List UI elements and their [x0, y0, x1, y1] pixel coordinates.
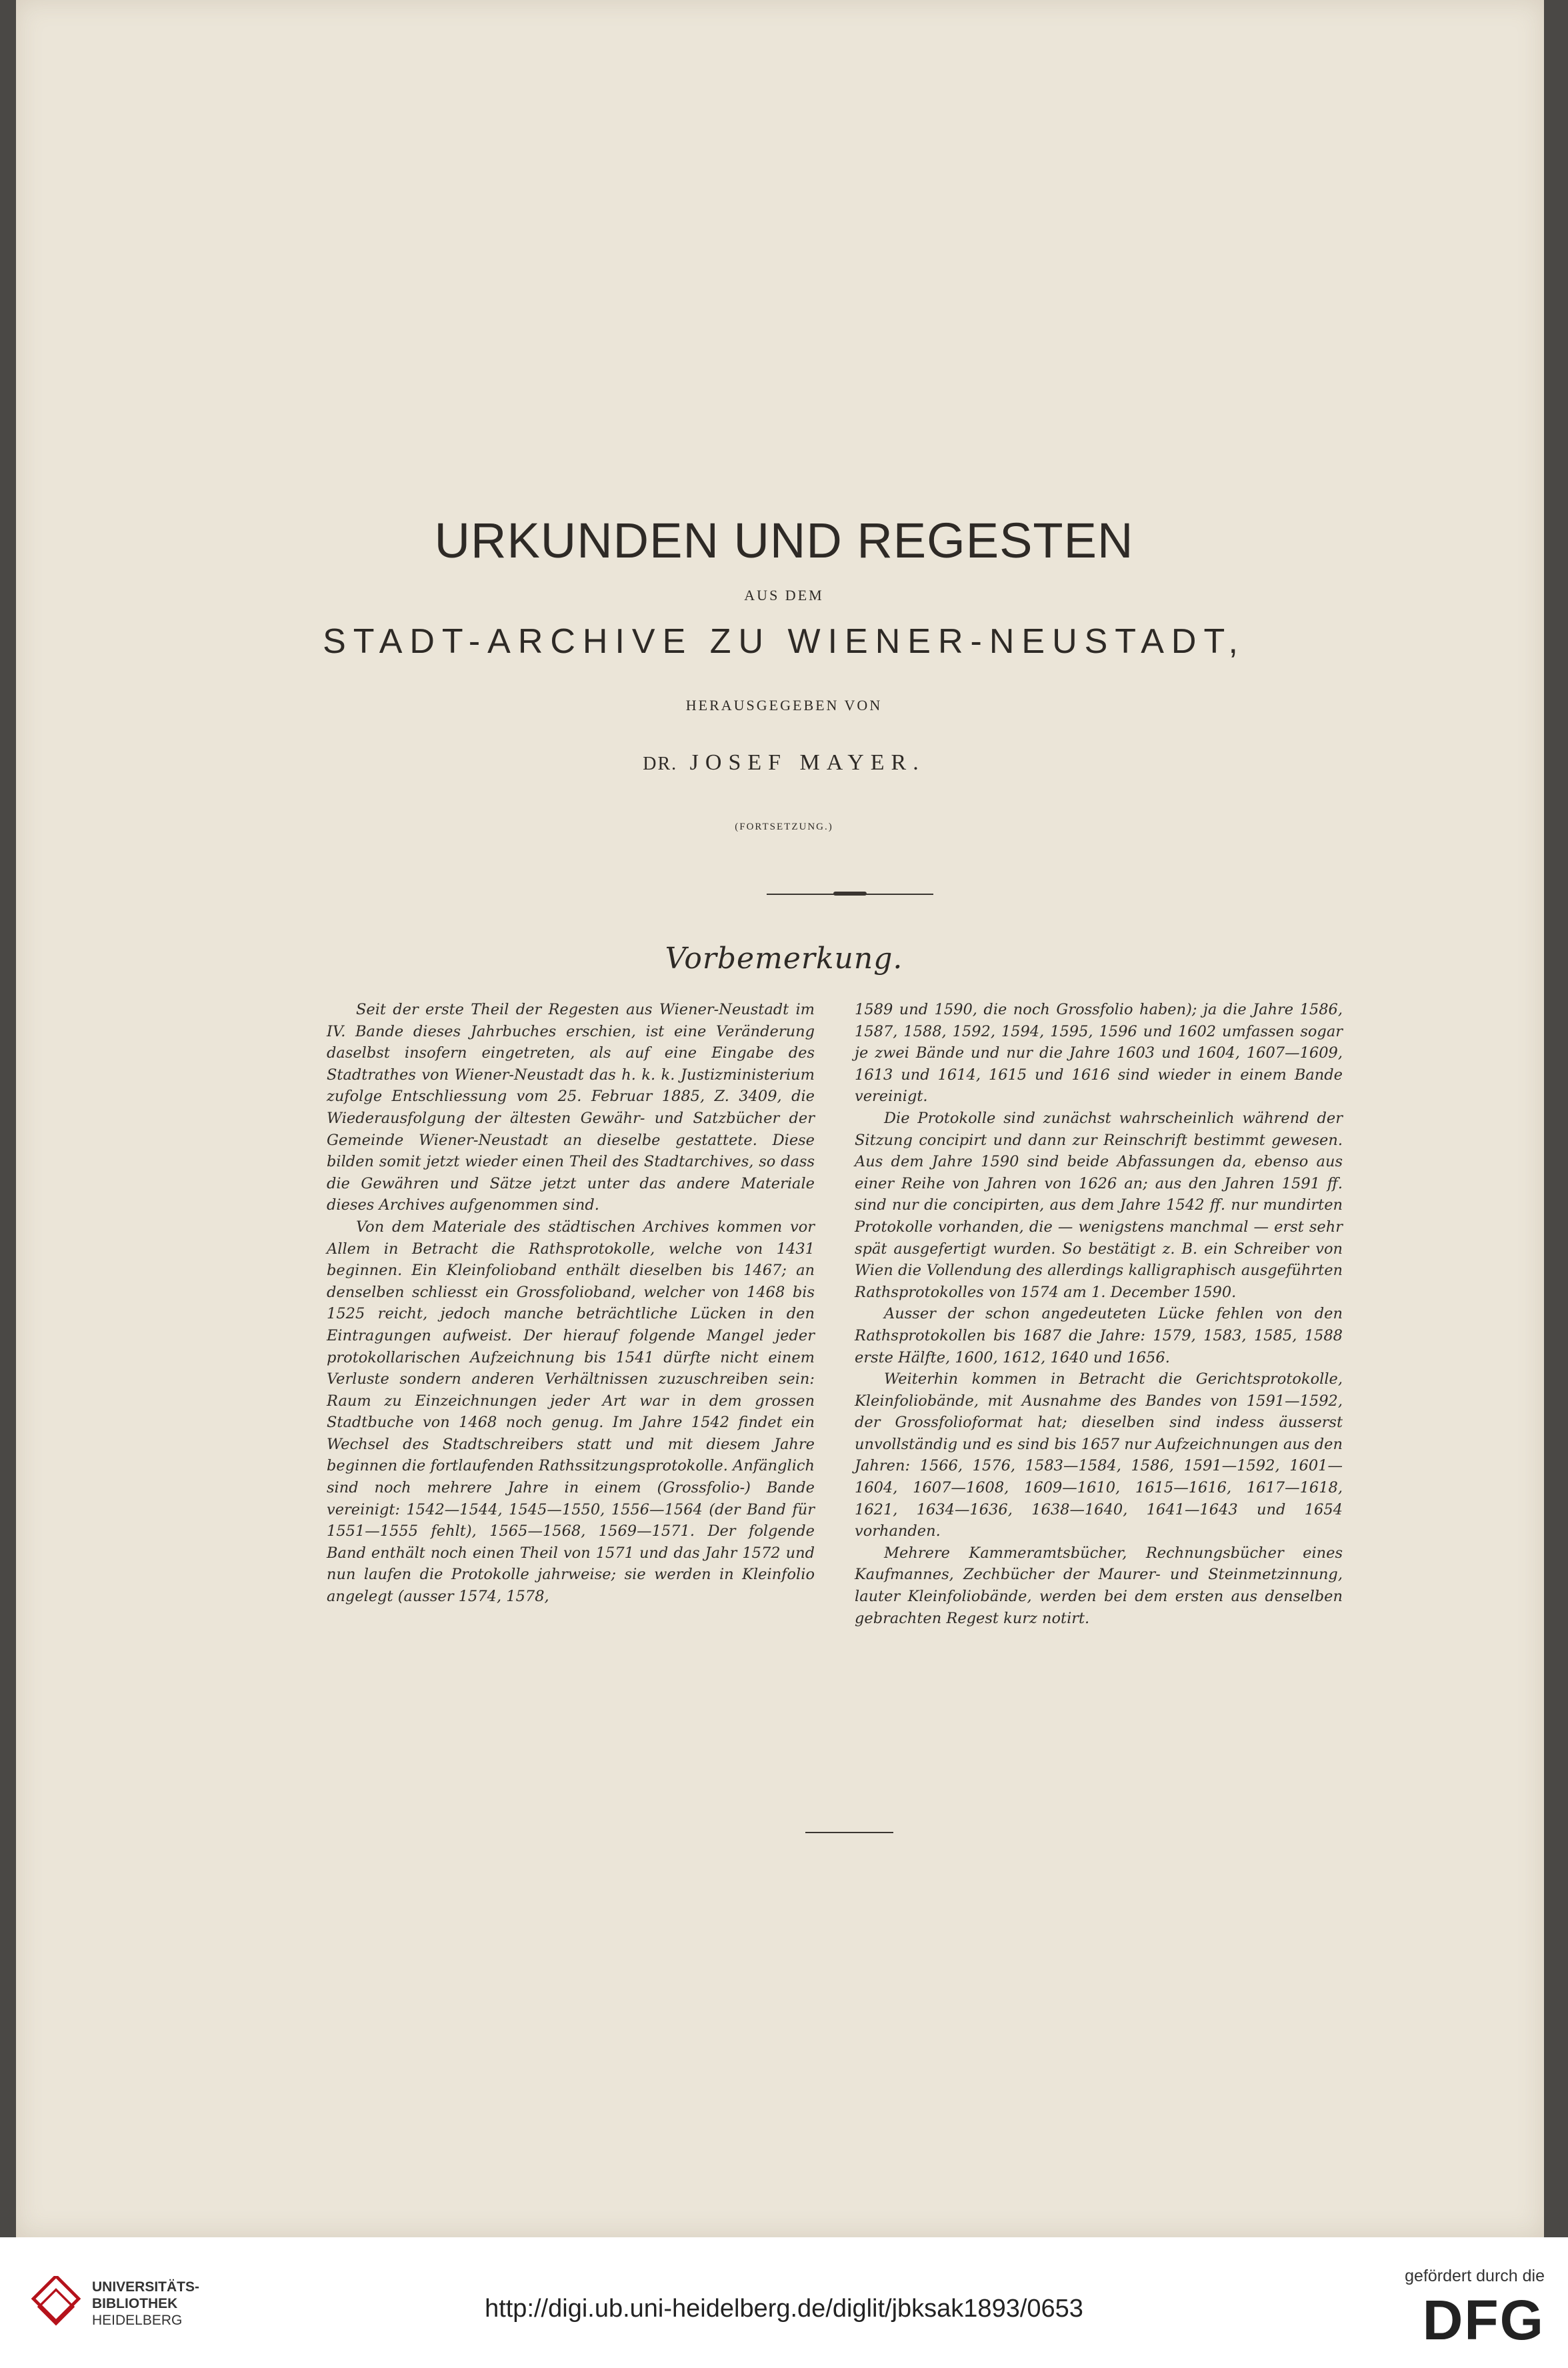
paragraph: Von dem Materiale des städtischen Archives kommen vor Allem in Betracht die Rathsprotokolle, welche von 1431 beginnen. Ein Kleinfolioband enthält dieselben bis 1467; an denselben schliesst ein Grossfolioband, welcher von 1468 bis 1525 reicht, jedoch manche beträchtliche Lücken in den Eintragungen aufweist. Der hierauf folgende Mangel jeder protokollarischen Aufzeichnung bis 1541 dürfte nicht einem Verluste sondern anderen Verhältnissen zuzuschreiben sein: Raum zu Einzeichnungen jeder Art war in dem grossen Stadtbuche von 1468 noch genug. Im Jahre 1542 findet ein Wechsel des Stadtschreibers statt und mit diesem Jahre beginnen die fortlaufenden Rathssitzungsprotokolle. Anfänglich sind noch mehrere Jahre in einem (Grossfolio-) Bande vereinigt: 1542—1544, 1545—1550, 1556—1564 (der Band für 1551—1555 fehlt), 1565—1568, 1569—1571. Der folgende Band enthält noch einen Theil von 1571 und das Jahr 1572 und nun laufen die Protokolle jahrweise; sie werden in Kleinfolio angelegt (ausser 1574, 1578, [327, 1218, 815, 1606]
paragraph: Mehrere Kammeramtsbücher, Rechnungsbücher eines Kaufmannes, Zechbücher der Maurer- und Steinmetzinnung, lauter Kleinfoliobände, werden bei dem ersten aus denselben gebrachten Regest kurz notirt. [855, 1544, 1343, 1627]
permalink-url[interactable]: http://digi.ub.uni-heidelberg.de/diglit/jbksak1893/0653 [485, 2295, 1083, 2323]
paragraph: 1589 und 1590, die noch Grossfolio haben); ja die Jahre 1586, 1587, 1588, 1592, 1594, 1595, 1596 und 1602 umfassen sogar je zwei Bände und nur die Jahre 1603 und 1604, 1607—1609, 1613 und 1614, 1615 und 1616 sind wieder in einem Bande vereinigt. [855, 1001, 1343, 1106]
paragraph: Ausser der schon angedeuteten Lücke fehlen von den Rathsprotokollen bis 1687 die Jahre: 1579, 1583, 1585, 1588 erste Hälfte, 1600, 1612, 1640 und 1656. [855, 1305, 1343, 1366]
author-name: JOSEF MAYER. [689, 750, 925, 775]
ornament-divider [767, 894, 933, 895]
library-name-line: UNIVERSITÄTS- [92, 2279, 200, 2295]
text-column-left [327, 999, 815, 1608]
dfg-logo: DFG [1422, 2289, 1545, 2351]
text-column-right [855, 999, 1343, 1629]
footer-bar [0, 2237, 1568, 2368]
paragraph: Weiterhin kommen in Betracht die Gerichtsprotokolle, Kleinfoliobände, mit Ausnahme des Bandes von 1591—1592, der Grossfolioformat hat; dieselben sind indess äusserst unvollständig und es sind bis 1657 nur Aufzeichnungen aus den Jahren: 1566, 1576, 1583—1584, 1586, 1591—1592, 1601—1604, 1607—1608, 1609—1610, 1615—1616, 1617—1618, 1621, 1634—1636, 1638—1640, 1641—1643 und 1654 vorhanden. [855, 1370, 1343, 1540]
editor-label: HERAUSGEGEBEN VON [685, 697, 883, 714]
library-name-line: HEIDELBERG [92, 2313, 183, 2328]
end-divider [805, 1832, 893, 1833]
subtitle: STADT-ARCHIVE ZU WIENER-NEUSTADT, [323, 622, 1245, 661]
author-line [0, 750, 1568, 776]
funding-caption: gefördert durch die [1405, 2267, 1545, 2285]
paragraph: Die Protokolle sind zunächst wahrscheinlich während der Sitzung concipirt und dann zur Reinschrift bestimmt gewesen. Aus dem Jahre 1590 sind beide Abfassungen da, ebenso aus einer Reihe von Jahren von 1626 an; aus den Jahren 1591 ff. sind nur die concipirten, aus dem Jahre 1542 ff. nur mundirten Protokolle vorhanden, die — wenigstens manchmal — erst sehr spät ausgefertigt wurden. So bestätigt z. B. ein Schreiber von Wien die Vollendung des allerdings kalligraphisch ausgeführten Rathsprotokolles von 1574 am 1. December 1590. [855, 1109, 1343, 1301]
section-heading: Vorbemerkung. [665, 942, 903, 976]
library-name-line: BIBLIOTHEK [92, 2296, 178, 2311]
title-connector: AUS DEM [744, 587, 824, 604]
author-prefix: DR. [643, 754, 678, 774]
paragraph: Seit der erste Theil der Regesten aus Wiener-Neustadt im IV. Bande dieses Jahrbuches erschien, ist eine Veränderung daselbst insofern eingetreten, als auf eine Eingabe des Stadtrathes von Wiener-Neustadt das h. k. k. Justizministerium zufolge Entschliessung vom 25. Februar 1885, Z. 3409, die Wiederausfolgung der ältesten Gewähr- und Satzbücher der Gemeinde Wiener-Neustadt an dieselbe gestattete. Diese bilden somit jetzt wieder einen Theil des Stadtarchives, so dass die Gewähren und Sätze jetzt unter das andere Materiale dieses Archives aufgenommen sind. [327, 1001, 815, 1214]
main-title: URKUNDEN UND REGESTEN [434, 513, 1134, 568]
continuation-note: (FORTSETZUNG.) [735, 822, 833, 832]
